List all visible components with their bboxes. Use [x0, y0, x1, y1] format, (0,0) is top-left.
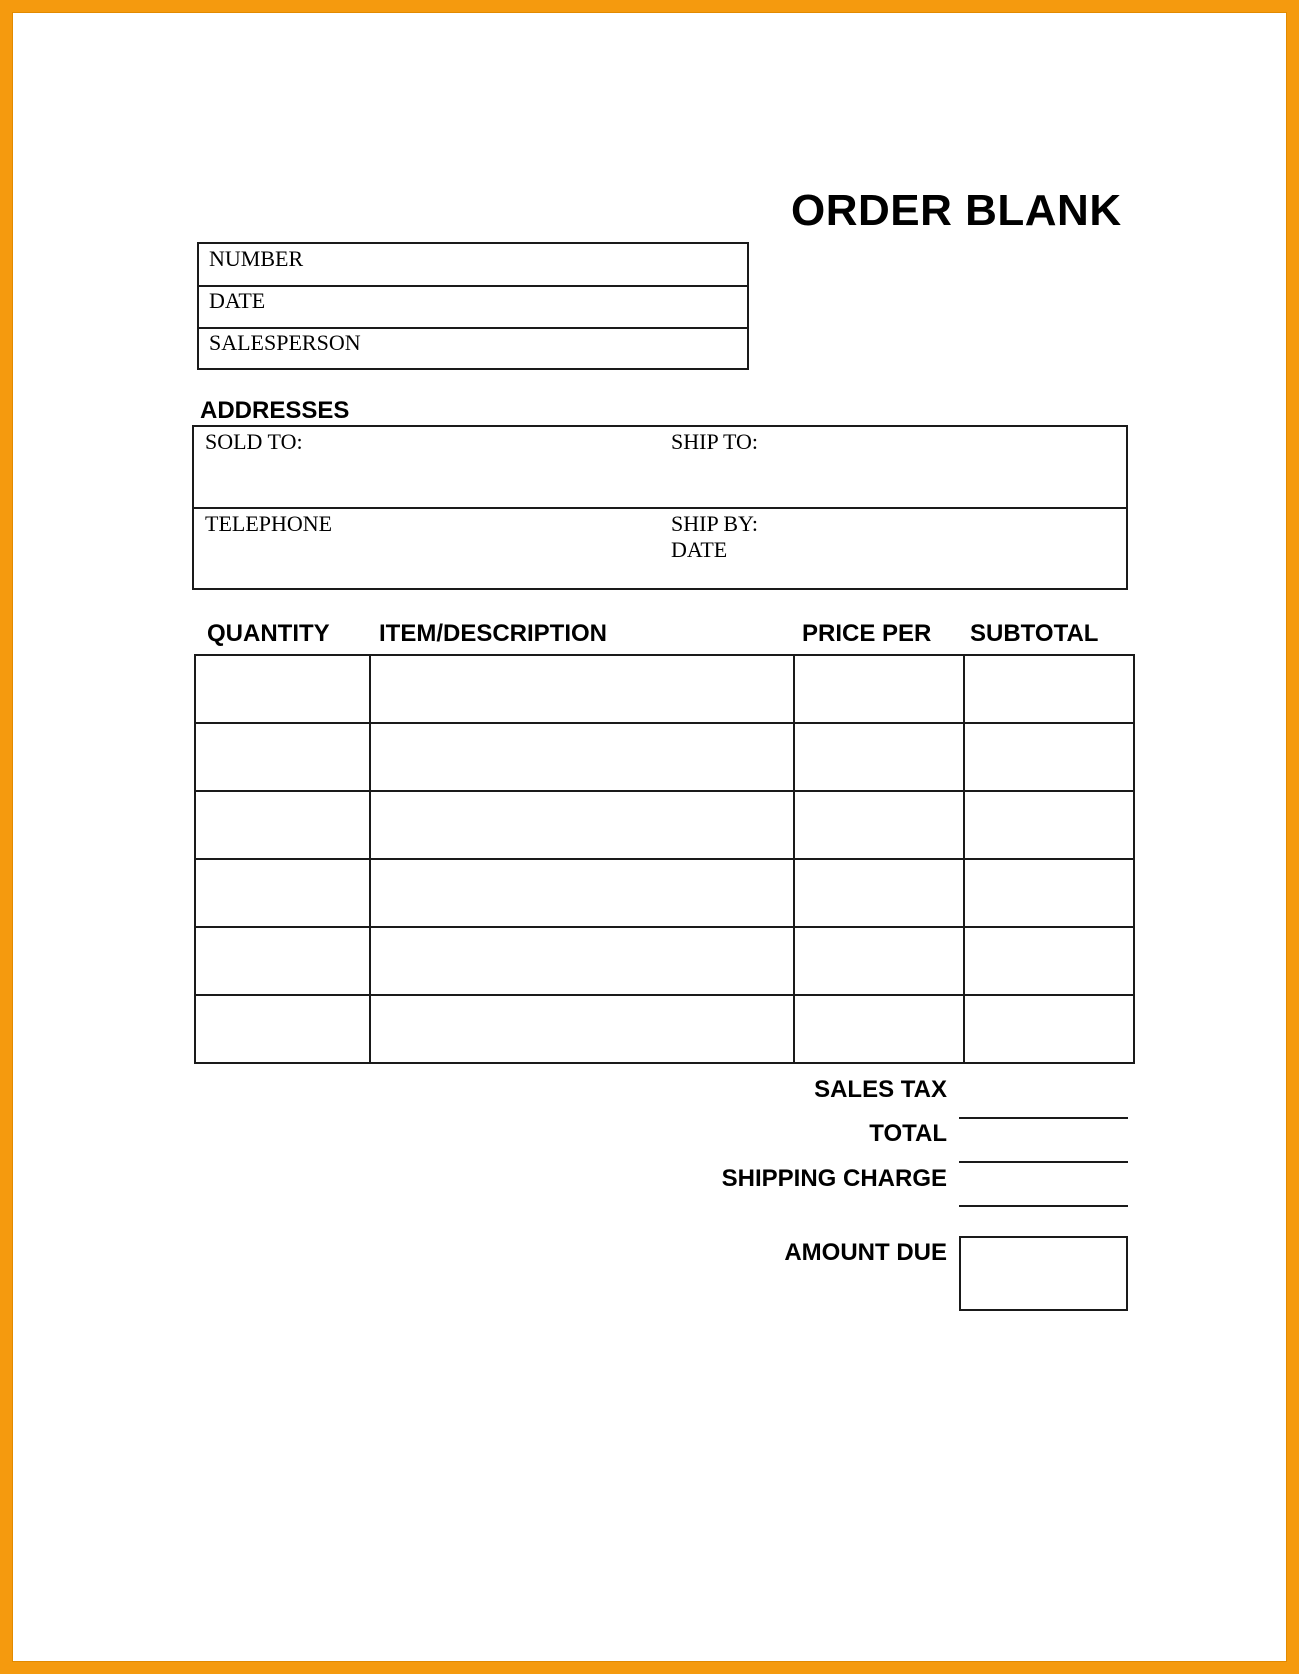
ship-by-label: SHIP BY:	[671, 511, 759, 536]
ship-by-date-label: DATE	[671, 537, 728, 562]
divider	[194, 507, 1126, 509]
shipping-charge-line[interactable]	[959, 1205, 1128, 1207]
divider	[199, 285, 747, 287]
quantity-cell[interactable]	[195, 927, 370, 995]
amount-due-box[interactable]	[959, 1236, 1128, 1311]
column-header-quantity: QUANTITY	[207, 620, 330, 647]
quantity-cell[interactable]	[195, 791, 370, 859]
price-per-cell[interactable]	[794, 927, 964, 995]
total-label: TOTAL	[869, 1120, 947, 1147]
addresses-heading: ADDRESSES	[200, 397, 350, 424]
quantity-cell[interactable]	[195, 859, 370, 927]
price-per-cell[interactable]	[794, 791, 964, 859]
subtotal-cell[interactable]	[964, 655, 1134, 723]
item-description-cell[interactable]	[370, 655, 794, 723]
document-title: ORDER BLANK	[791, 186, 1122, 235]
item-description-cell[interactable]	[370, 723, 794, 791]
item-description-cell[interactable]	[370, 927, 794, 995]
shipping-charge-label: SHIPPING CHARGE	[721, 1165, 947, 1192]
amount-due-label: AMOUNT DUE	[784, 1239, 947, 1266]
number-field-label: NUMBER	[209, 246, 304, 271]
telephone-label: TELEPHONE	[205, 511, 333, 536]
price-per-cell[interactable]	[794, 995, 964, 1063]
table-row	[195, 655, 1134, 723]
column-header-item-description: ITEM/DESCRIPTION	[379, 620, 608, 647]
table-row	[195, 859, 1134, 927]
price-per-cell[interactable]	[794, 655, 964, 723]
quantity-cell[interactable]	[195, 723, 370, 791]
divider	[199, 327, 747, 329]
quantity-cell[interactable]	[195, 995, 370, 1063]
date-field-label: DATE	[209, 288, 266, 313]
total-line[interactable]	[959, 1161, 1128, 1163]
item-description-cell[interactable]	[370, 859, 794, 927]
subtotal-cell[interactable]	[964, 995, 1134, 1063]
price-per-cell[interactable]	[794, 723, 964, 791]
salesperson-field-label: SALESPERSON	[209, 330, 361, 355]
subtotal-cell[interactable]	[964, 723, 1134, 791]
order-info-box	[197, 242, 749, 370]
column-header-subtotal: SUBTOTAL	[970, 620, 1099, 647]
item-description-cell[interactable]	[370, 995, 794, 1063]
table-row	[195, 723, 1134, 791]
addresses-box	[192, 425, 1128, 590]
price-per-cell[interactable]	[794, 859, 964, 927]
table-row	[195, 995, 1134, 1063]
subtotal-cell[interactable]	[964, 859, 1134, 927]
quantity-cell[interactable]	[195, 655, 370, 723]
subtotal-cell[interactable]	[964, 927, 1134, 995]
sales-tax-label: SALES TAX	[814, 1076, 947, 1103]
table-row	[195, 791, 1134, 859]
table-row	[195, 927, 1134, 995]
items-table	[194, 654, 1135, 1064]
column-header-price-per: PRICE PER	[802, 620, 932, 647]
sales-tax-line[interactable]	[959, 1117, 1128, 1119]
sold-to-label: SOLD TO:	[205, 429, 303, 454]
subtotal-cell[interactable]	[964, 791, 1134, 859]
ship-to-label: SHIP TO:	[671, 429, 759, 454]
item-description-cell[interactable]	[370, 791, 794, 859]
